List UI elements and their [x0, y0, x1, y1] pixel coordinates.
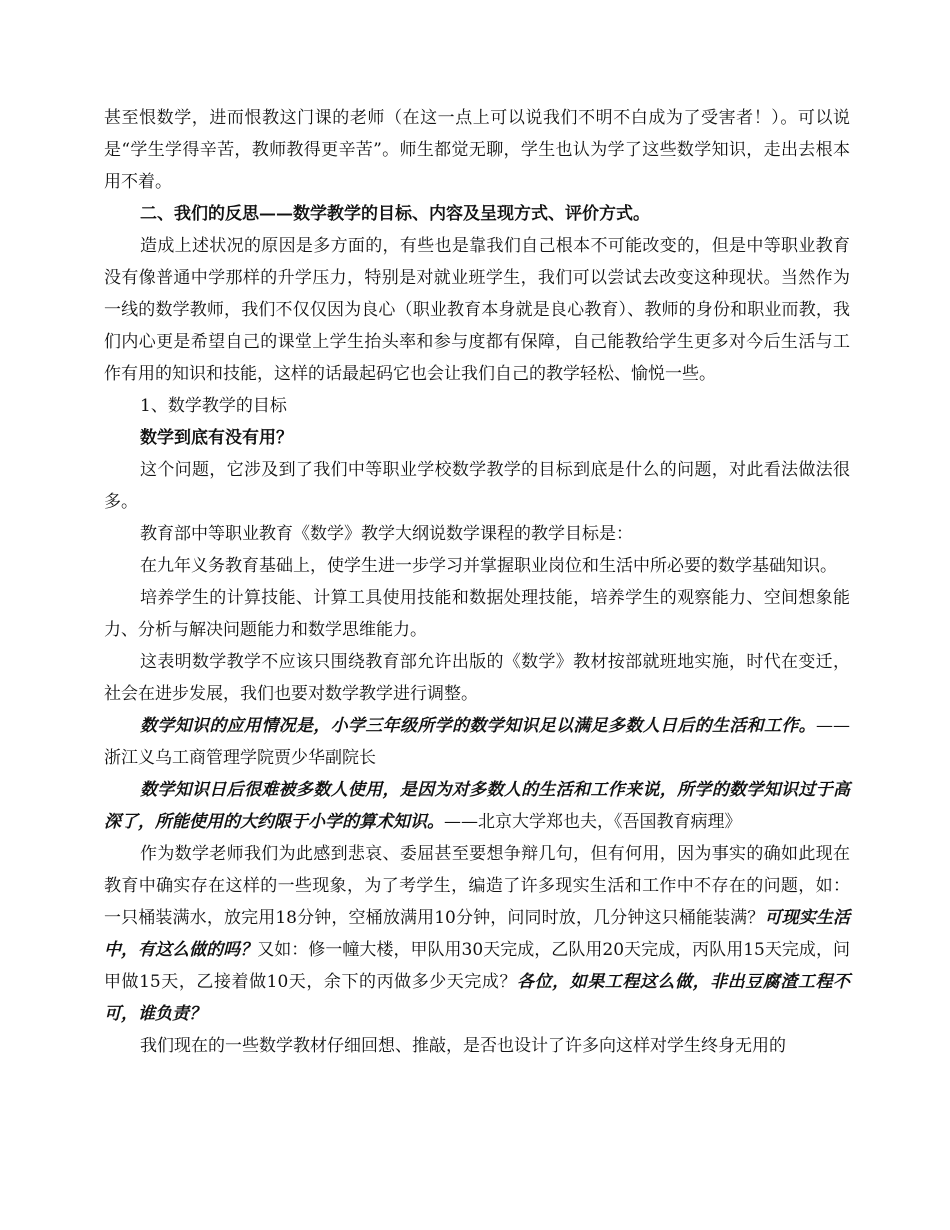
paragraph: 这表明数学教学不应该只围绕教育部允许出版的《数学》教材按部就班地实施，时代在变迁，社会在进步发展，我们也要对数学教学进行调整。 [104, 652, 850, 704]
quote-source: ——北京大学郑也夫，《吾国教育病理》 [444, 812, 742, 832]
document-page [104, 102, 850, 1062]
quote-source: ——浙江义乌工商管理学院贾少华副院长 [104, 716, 850, 768]
emphasis-text: 各位，如果工程这么做，非出豆腐渣工程不可，谁负责？ [104, 972, 851, 1024]
paragraph: 在九年义务教育基础上，使学生进一步学习并掌握职业岗位和生活中所必要的数学基础知识。 [140, 556, 837, 576]
quote-paragraph [104, 710, 850, 774]
paragraph-text: 作为数学老师我们为此感到悲哀、委屈甚至要想争辩几句，但有何用，因为事实的确如此现在教育中确实存在这样的一些现象，为了考学生，编造了许多现实生活和工作中不存在的问题，如：一只桶装满水，放完用18分钟，空桶放满用10分钟，问同时放，几分钟这只桶能装满？ [104, 844, 850, 928]
section-heading: 二、我们的反思——数学教学的目标、内容及呈现方式、评价方式。 [140, 204, 650, 224]
paragraph: 甚至恨数学，进而恨教这门课的老师（在这一点上可以说我们不明不白成为了受害者！）。可以说是“学生学得辛苦，教师教得更辛苦”。师生都觉无聊，学生也认为学了这些数学知识，走出去根本用不着。 [104, 108, 850, 192]
quote-text: 数学知识的应用情况是，小学三年级所学的数学知识足以满足多数人日后的生活和工作。 [140, 716, 816, 736]
paragraph: 造成上述状况的原因是多方面的，有些也是靠我们自己根本不可能改变的，但是中等职业教育没有像普通中学那样的升学压力，特别是对就业班学生，我们可以尝试去改变这种现状。当然作为一线的数学教师，我们不仅仅因为良心（职业教育本身就是良心教育）、教师的身份和职业而教，我们内心更是希望自己的课堂上学生抬头率和参与度都有保障，自己能教给学生更多对今后生活与工作有用的知识和技能，这样的话最起码它也会让我们自己的教学轻松、愉悦一些。 [104, 236, 850, 384]
emphasis-text: 可现实生活中，有这么做的吗？ [104, 908, 850, 960]
paragraph: 这个问题，它涉及到了我们中等职业学校数学教学的目标到底是什么的问题，对此看法做法很多。 [104, 460, 850, 512]
quote-text: 数学知识日后很难被多数人使用，是因为对多数人的生活和工作来说，所学的数学知识过于高深了，所能使用的大约限于小学的算术知识。 [104, 780, 850, 832]
paragraph [104, 838, 850, 1030]
paragraph: 教育部中等职业教育《数学》教学大纲说数学课程的教学目标是： [140, 524, 633, 544]
quote-paragraph [104, 774, 850, 838]
paragraph: 培养学生的计算技能、计算工具使用技能和数据处理技能，培养学生的观察能力、空间想象能力、分析与解决问题能力和数学思维能力。 [104, 588, 850, 640]
subsection-heading: 1、数学教学的目标 [140, 396, 287, 416]
paragraph: 我们现在的一些数学教材仔细回想、推敲，是否也设计了许多向这样对学生终身无用的 [140, 1036, 786, 1056]
paragraph-text: 又如：修一幢大楼，甲队用30天完成，乙队用20天完成，丙队用15天完成，问甲做15天，乙接着做10天，余下的丙做多少天完成？ [104, 940, 850, 992]
question-heading: 数学到底有没有用？ [140, 428, 293, 448]
